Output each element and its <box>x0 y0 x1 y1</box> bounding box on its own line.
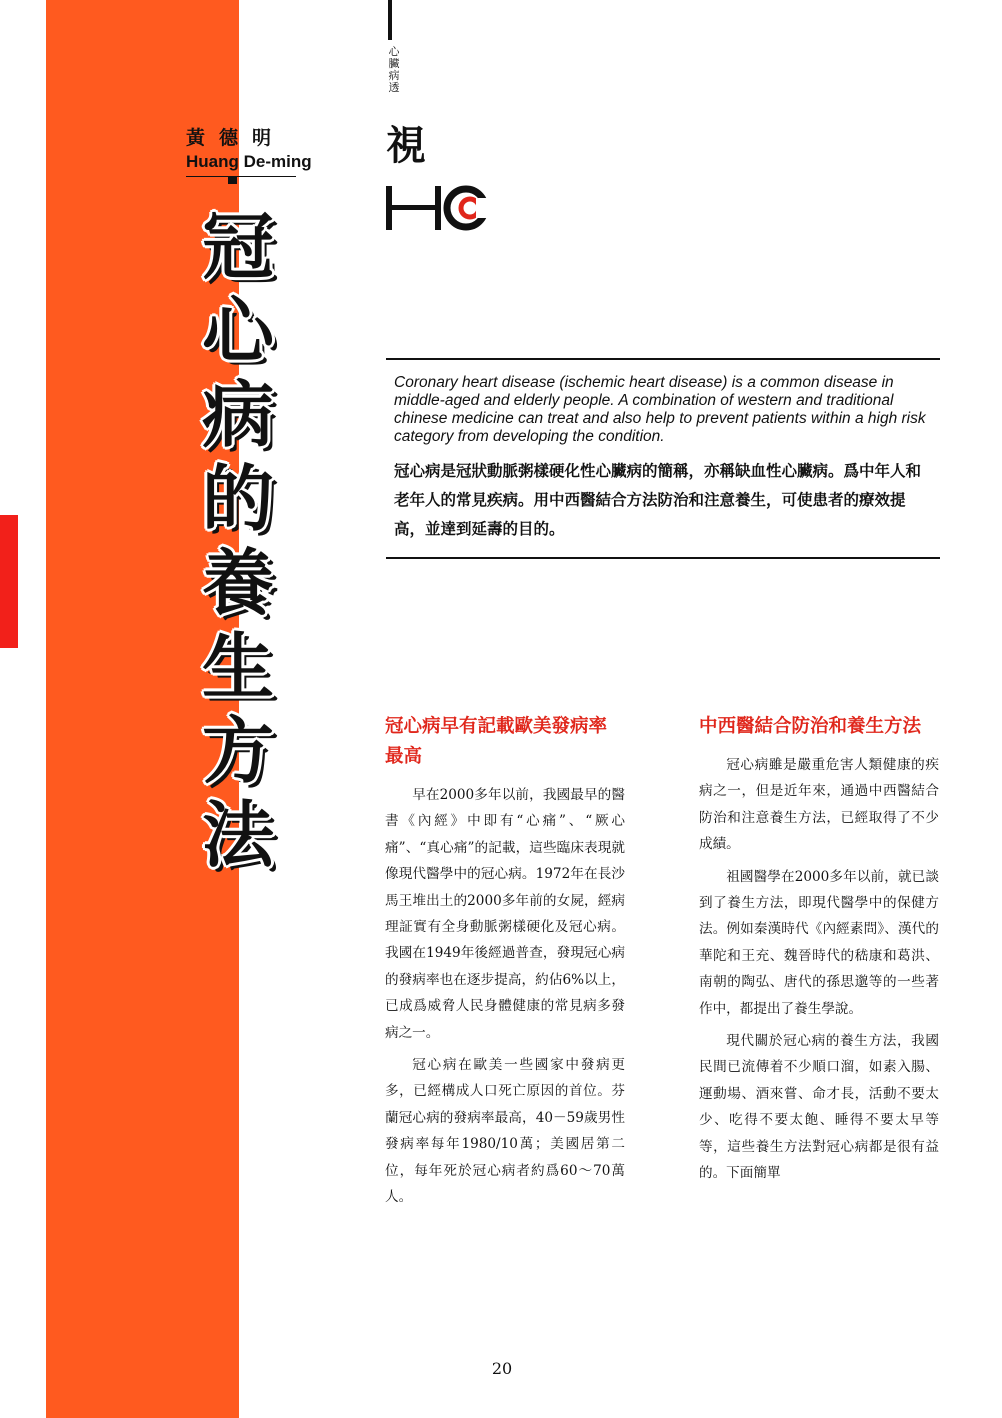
column-left <box>385 712 625 1217</box>
body-paragraph: 冠心病雖是嚴重危害人類健康的疾病之一，但是近年來，通過中西醫結合防治和注意養生方法，已經取得了不少成績。 <box>699 757 939 853</box>
body-paragraph: 祖國醫學在2000多年以前，就已談到了養生方法，即現代醫學中的保健方法。例如秦漢時代《內經素問》、漢代的華陀和王充、魏晉時代的嵇康和葛洪、南朝的陶弘、唐代的孫思邈等的一些著作中，都提出了養生學說。 <box>699 868 939 1017</box>
title-char: 生 <box>201 625 274 709</box>
hc-logo-icon <box>386 184 496 234</box>
title-char: 病 <box>201 373 274 457</box>
author-name-en: Huang De-ming <box>186 152 312 171</box>
section-heading: 冠心病早有記載歐美發病率最高 <box>385 716 608 767</box>
author-mark <box>228 177 237 184</box>
abstract-bottom-rule <box>386 557 940 559</box>
title-char: 養 <box>201 541 274 625</box>
author-rule <box>186 176 296 177</box>
red-edge-tab <box>0 515 18 648</box>
column-right <box>699 712 939 1193</box>
abstract-top-rule <box>386 358 940 360</box>
body-paragraph: 早在2000多年以前，我國最早的醫書《內經》中即有“心痛”、“厥心痛”、“真心痛”的記載，這些臨床表現就像現代醫學中的冠心病。1972年在長沙馬王堆出土的2000多年前的女屍，經病理証實有全身動脈粥樣硬化及冠心病。我國在1949年後經過普查，發現冠心病的發病率也在逐步提高，約佔6%以上，已成爲威脅人民身體健康的常見病多發病之一。 <box>385 787 625 1041</box>
author-block <box>186 126 312 172</box>
title-char: 方 <box>201 709 274 793</box>
title-char: 的 <box>201 457 274 541</box>
series-big-char: 視 <box>386 123 426 169</box>
title-char: 冠 <box>201 205 274 289</box>
abstract-english: Coronary heart disease (ischemic heart disease) is a common disease in middle-aged and elderly people. A combination of western and traditional chinese medicine can treat and also help to prevent patients within a high risk category from developing the condition. <box>394 374 926 445</box>
series-label: 心臟病透 <box>388 45 400 94</box>
author-name-cn: 黃德明 <box>186 127 286 149</box>
title-char: 心 <box>201 289 274 373</box>
body-paragraph: 現代關於冠心病的養生方法，我國民間已流傳着不少順口溜，如素入腸、運動場、酒來嘗、命才長，活動不要太少、吃得不要太飽、睡得不要太早等等，這些養生方法對冠心病都是很有益的。下面簡單 <box>699 1033 939 1182</box>
abstract-chinese: 冠心病是冠狀動脈粥樣硬化性心臟病的簡稱，亦稱缺血性心臟病。爲中年人和老年人的常見疾病。用中西醫結合方法防治和注意養生，可使患者的療效提高，並達到延壽的目的。 <box>394 462 922 538</box>
series-vertical-line <box>388 0 392 40</box>
section-heading: 中西醫結合防治和養生方法 <box>699 716 922 737</box>
article-title <box>183 205 293 877</box>
body-paragraph: 冠心病在歐美一些國家中發病更多，已經構成人口死亡原因的首位。芬蘭冠心病的發病率最高，40－59歲男性發病率每年1980/10萬；美國居第二位，每年死於冠心病者約爲60～70萬人。 <box>385 1057 625 1206</box>
page-number: 20 <box>491 1359 513 1378</box>
title-char: 法 <box>201 793 274 877</box>
